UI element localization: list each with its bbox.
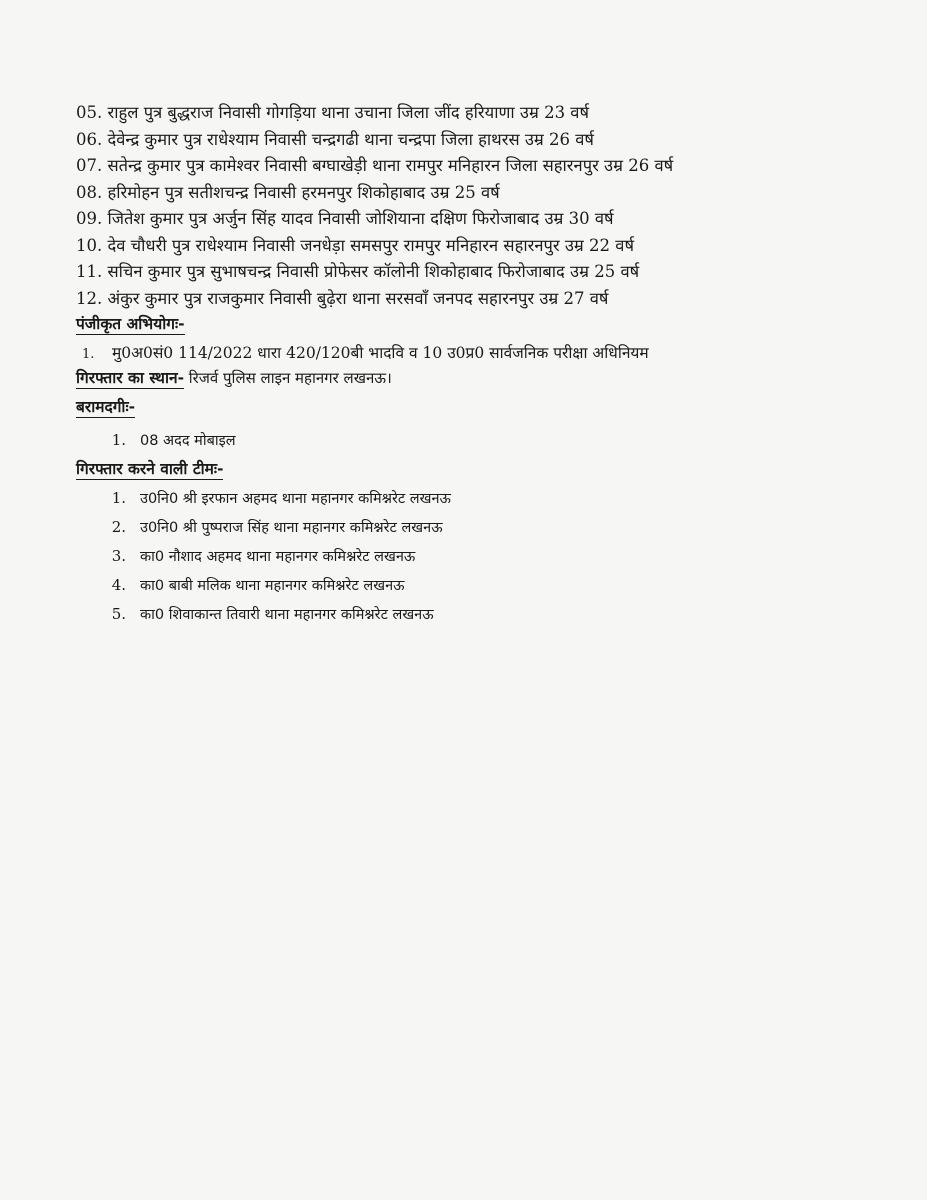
team-member-text: का0 नौशाद अहमद थाना महानगर कमिश्नरेट लखनऊ <box>140 549 416 565</box>
list-number: 4. <box>111 576 126 594</box>
arrest-place-line <box>76 367 896 389</box>
team-member-text: का0 शिवाकान्त तिवारी थाना महानगर कमिश्नरेट लखनऊ <box>140 607 434 623</box>
team-member <box>76 513 896 542</box>
list-number: 3. <box>111 547 126 565</box>
accused-item: 08. हरिमोहन पुत्र सतीशचन्द्र निवासी हरमनपुर शिकोहाबाद उम्र 25 वर्ष <box>76 182 500 202</box>
team-member-text: उ0नि0 श्री इरफान अहमद थाना महानगर कमिश्नरेट लखनऊ <box>140 491 451 507</box>
team-member <box>76 571 896 600</box>
team-member <box>76 484 896 513</box>
list-number: 5. <box>111 605 126 623</box>
arrest-place-label: गिरफ्तार का स्थान- <box>76 369 185 387</box>
registered-case-item <box>76 341 896 367</box>
accused-list <box>76 100 896 312</box>
accused-item: 07. सतेन्द्र कुमार पुत्र कामेश्वर निवासी बग्घाखेड़ी थाना रामपुर मनिहारन जिला सहारनपुर उम्र 26 वर्ष <box>76 156 674 175</box>
team-member <box>76 542 896 571</box>
arrest-team-section <box>76 459 896 629</box>
registered-case-section <box>76 314 896 367</box>
accused-item: 09. जितेश कुमार पुत्र अर्जुन सिंह यादव निवासी जोशियाना दक्षिण फिरोजाबाद उम्र 30 वर्ष <box>76 209 614 228</box>
case-text: मु0अ0सं0 114/2022 धारा 420/120बी भादवि व 10 उ0प्र0 सार्वजनिक परीक्षा अधिनियम <box>112 344 649 362</box>
list-number: 1. <box>111 431 126 449</box>
team-member-text: का0 बाबी मलिक थाना महानगर कमिश्नरेट लखनऊ <box>140 578 405 594</box>
arrest-place-value: रिजर्व पुलिस लाइन महानगर लखनऊ। <box>184 369 392 387</box>
accused-item: 10. देव चौधरी पुत्र राधेश्याम निवासी जनधेड़ा समसपुर रामपुर मनिहारन सहारनपुर उम्र 22 वर्ष <box>76 235 634 255</box>
team-member-text: उ0नि0 श्री पुष्पराज सिंह थाना महानगर कमिश्नरेट लखनऊ <box>140 520 443 536</box>
recovery-heading: बरामदगीः- <box>76 398 136 416</box>
registered-case-heading: पंजीकृत अभियोगः- <box>76 315 185 333</box>
accused-item: 06. देवेन्द्र कुमार पुत्र राधेश्याम निवासी चन्द्रगढी थाना चन्द्रपा जिला हाथरस उम्र 26 वर्ष <box>76 129 594 149</box>
document-content <box>76 100 896 629</box>
list-number: 2. <box>111 518 126 536</box>
recovery-text: 08 अदद मोबाइल <box>140 433 236 449</box>
arrest-team-list <box>76 484 896 629</box>
arrest-team-heading: गिरफ्तार करने वाली टीमः- <box>76 460 224 478</box>
accused-item: 12. अंकुर कुमार पुत्र राजकुमार निवासी बुढ़ेरा थाना सरसवाँ जनपद सहारनपुर उम्र 27 वर्ष <box>76 288 609 308</box>
recovery-section <box>76 397 896 453</box>
recovery-item <box>76 428 896 453</box>
accused-item: 05. राहुल पुत्र बुद्धराज निवासी गोगड़िया थाना उचाना जिला जींद हरियाणा उम्र 23 वर्ष <box>76 103 590 122</box>
list-number: 1. <box>111 489 126 507</box>
accused-item: 11. सचिन कुमार पुत्र सुभाषचन्द्र निवासी प्रोफेसर कॉलोनी शिकोहाबाद फिरोजाबाद उम्र 25 वर्ष <box>76 262 640 281</box>
list-number: 1. <box>82 347 95 362</box>
team-member <box>76 600 896 629</box>
